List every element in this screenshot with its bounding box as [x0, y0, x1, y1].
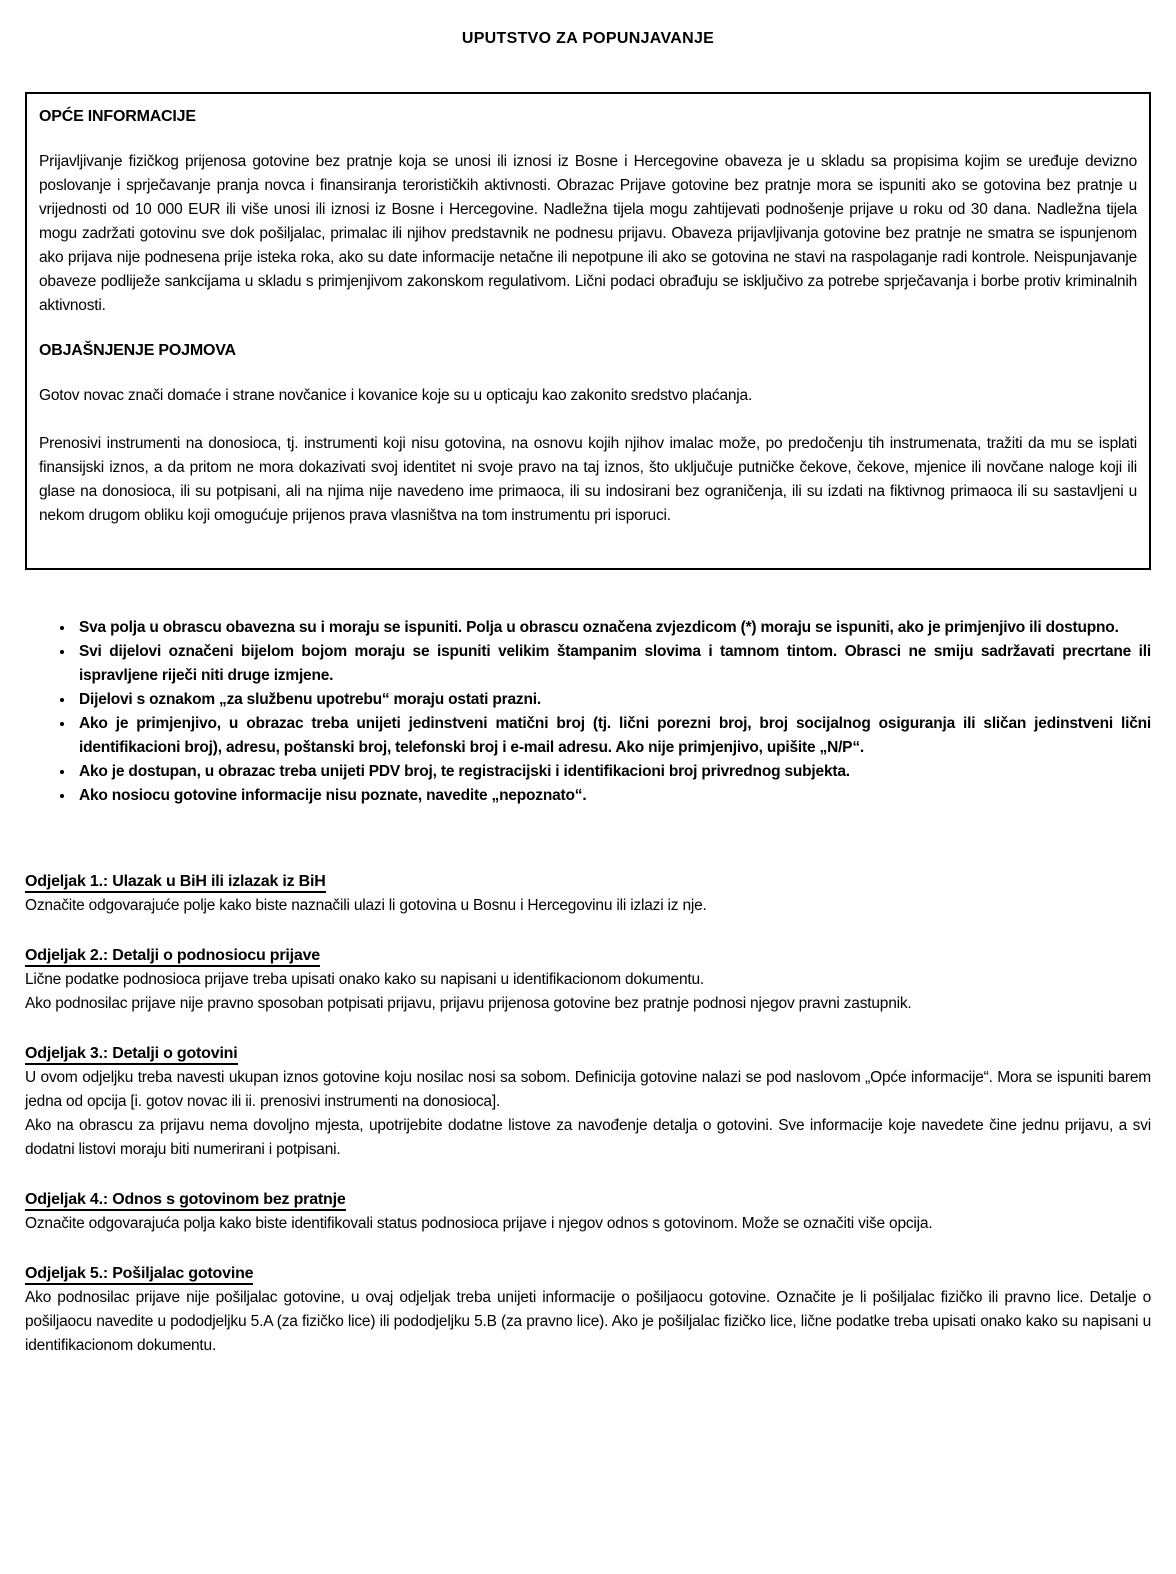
bearer-instruments-paragraph: Prenosivi instrumenti na donosioca, tj. instrumenti koji nisu gotovina, na osnovu kojih njihov imalac može, po predočenju tih instrumenata, tražiti da mu se isplati finansijski iznos, a da pritom ne mora dokazivati svoj identitet ni svoje pravo na taj iznos, što uključuje putničke čekove, čekove, mjenice ili novčane naloge koji ili glase na donosioca, ili su potpisani, ali na njima nije navedeno ime primaoca, ili su indosirani bez ograničenja, ili su izdati na fiktivnog primaoca ili su sastavljeni u nekom drugom obliku koji omogućuje prijenos prava vlasništva na tom instrumentu pri isporuci.: [39, 435, 1137, 524]
general-info-box: [25, 92, 1151, 570]
general-info-paragraph: Prijavljivanje fizičkog prijenosa gotovine bez pratnje koja se unosi ili iznosi iz Bosne i Hercegovine obaveza je u skladu sa propisima kojim se uređuje devizno poslovanje i sprječavanje pranja novca i finansiranja terorističkih aktivnosti. Obrazac Prijave gotovine bez pratnje mora se ispuniti ako se gotovina bez pratnje u vrijednosti od 10 000 EUR ili više unosi ili iznosi iz Bosne i Hercegovine. Nadležna tijela mogu zahtijevati podnošenje prijave u roku od 30 dana. Nadležna tijela mogu zadržati gotovinu sve dok pošiljalac, primalac ili njihov predstavnik ne podnesu prijavu. Obaveza prijavljivanja gotovine bez pratnje ne smatra se ispunjenom ako prijava nije podnesena prije isteka roka, ako su date informacije netačne ili nepotpune ili ako se gotovina ne stavi na raspolaganje radi kontrole. Neispunjavanje obaveze podliježe sankcijama u skladu s primjenjivom zakonskom regulativom. Lični podaci obrađuju se isključivo za potrebe sprječavanja i borbe protiv kriminalnih aktivnosti.: [39, 153, 1137, 314]
section-1-heading: [25, 870, 1151, 894]
bullet-item: • Ako je dostupan, u obrazac treba unijeti PDV broj, te registracijski i identifikacioni broj privrednog subjekta.: [75, 760, 1151, 784]
section-1-paragraph: Označite odgovarajuće polje kako biste naznačili ulazi li gotovina u Bosnu i Hercegovinu ili izlazi iz nje.: [25, 897, 707, 914]
section-2-heading-text: Odjeljak 2.: Detalji o podnosiocu prijave: [25, 947, 320, 967]
section-4-heading: [25, 1188, 1151, 1212]
section-4-paragraph: Označite odgovarajuća polja kako biste identifikovali status podnosioca prijave i njegov odnos s gotovinom. Može se označiti više opcija.: [25, 1215, 933, 1232]
section-5-heading: [25, 1262, 1151, 1286]
section-3-heading: [25, 1042, 1151, 1066]
section-2-body: [25, 968, 1151, 1016]
section-5-heading-text: Odjeljak 5.: Pošiljalac gotovine: [25, 1265, 253, 1285]
section-2-paragraph: Ako podnosilac prijave nije pravno sposoban potpisati prijavu, prijavu prijenosa gotovine bez pratnje podnosi njegov pravni zastupnik.: [25, 995, 912, 1012]
page-title: UPUTSTVO ZA POPUNJAVANJE: [461, 30, 715, 47]
section-2-paragraph: Lične podatke podnosioca prijave treba upisati onako kako su napisani u identifikacionom dokumentu.: [25, 971, 705, 988]
bullet-item: • Dijelovi s oznakom „za službenu upotrebu“ moraju ostati prazni.: [75, 688, 1151, 712]
general-info-heading: OPĆE INFORMACIJE: [39, 108, 196, 125]
section-4-body: [25, 1212, 1151, 1236]
bullet-item: • Sva polja u obrascu obavezna su i moraju se ispuniti. Polja u obrascu označena zvjezdicom (*) moraju se ispuniti, ako je primjenjivo ili dostupno.: [75, 616, 1151, 640]
section-3-paragraph: Ako na obrascu za prijavu nema dovoljno mjesta, upotrijebite dodatne listove za navođenje detalja o gotovini. Sve informacije koje navedete čine jednu prijavu, a svi dodatni listovi moraju biti numerirani i potpisani.: [25, 1117, 1151, 1158]
terms-heading: OBJAŠNJENJE POJMOVA: [39, 342, 236, 359]
sections-container: [25, 870, 1151, 1358]
section-2: [25, 944, 1151, 1016]
section-3: [25, 1042, 1151, 1162]
bullet-item: • Svi dijelovi označeni bijelom bojom moraju se ispuniti velikim štampanim slovima i tamnom tintom. Obrasci ne smiju sadržavati precrtane ili ispravljene riječi niti druge izmjene.: [75, 640, 1151, 688]
section-5-body: [25, 1286, 1151, 1358]
section-3-heading-text: Odjeljak 3.: Detalji o gotovini: [25, 1045, 238, 1065]
bullet-item: • Ako je primjenjivo, u obrazac treba unijeti jedinstveni matični broj (tj. lični porezni broj, broj socijalnog osiguranja ili sličan jedinstveni lični identifikacioni broj), adresu, poštanski broj, telefonski broj i e-mail adresu. Ako nije primjenjivo, upišite „N/P“.: [75, 712, 1151, 760]
section-1-heading-text: Odjeljak 1.: Ulazak u BiH ili izlazak iz BiH: [25, 873, 326, 893]
bullet-item: • Ako nosiocu gotovine informacije nisu poznate, navedite „nepoznato“.: [75, 784, 1151, 808]
instructions-bullet-list: [25, 616, 1151, 808]
cash-definition-paragraph: Gotov novac znači domaće i strane novčanice i kovanice koje su u opticaju kao zakonito sredstvo plaćanja.: [39, 387, 753, 404]
section-3-body: [25, 1066, 1151, 1162]
section-1: [25, 870, 1151, 918]
section-5-paragraph: Ako podnosilac prijave nije pošiljalac gotovine, u ovaj odjeljak treba unijeti informacije o pošiljaocu gotovine. Označite je li pošiljalac fizičko ili pravno lice. Detalje o pošiljaocu navedite u pododjeljku 5.A (za fizičko lice) ili pododjeljku 5.B (za pravno lice). Ako je pošiljalac fizičko lice, lične podatke treba upisati onako kako su napisani u identifikacionom dokumentu.: [25, 1289, 1151, 1354]
section-4: [25, 1188, 1151, 1236]
section-5: [25, 1262, 1151, 1358]
section-2-heading: [25, 944, 1151, 968]
section-3-paragraph: U ovom odjeljku treba navesti ukupan iznos gotovine koju nosilac nosi sa sobom. Definicija gotovine nalazi se pod naslovom „Opće informacije“. Mora se ispuniti barem jedna od opcija [i. gotov novac ili ii. prenosivi instrumenti na donosioca].: [25, 1069, 1151, 1110]
section-4-heading-text: Odjeljak 4.: Odnos s gotovinom bez pratnje: [25, 1191, 346, 1211]
section-1-body: [25, 894, 1151, 918]
